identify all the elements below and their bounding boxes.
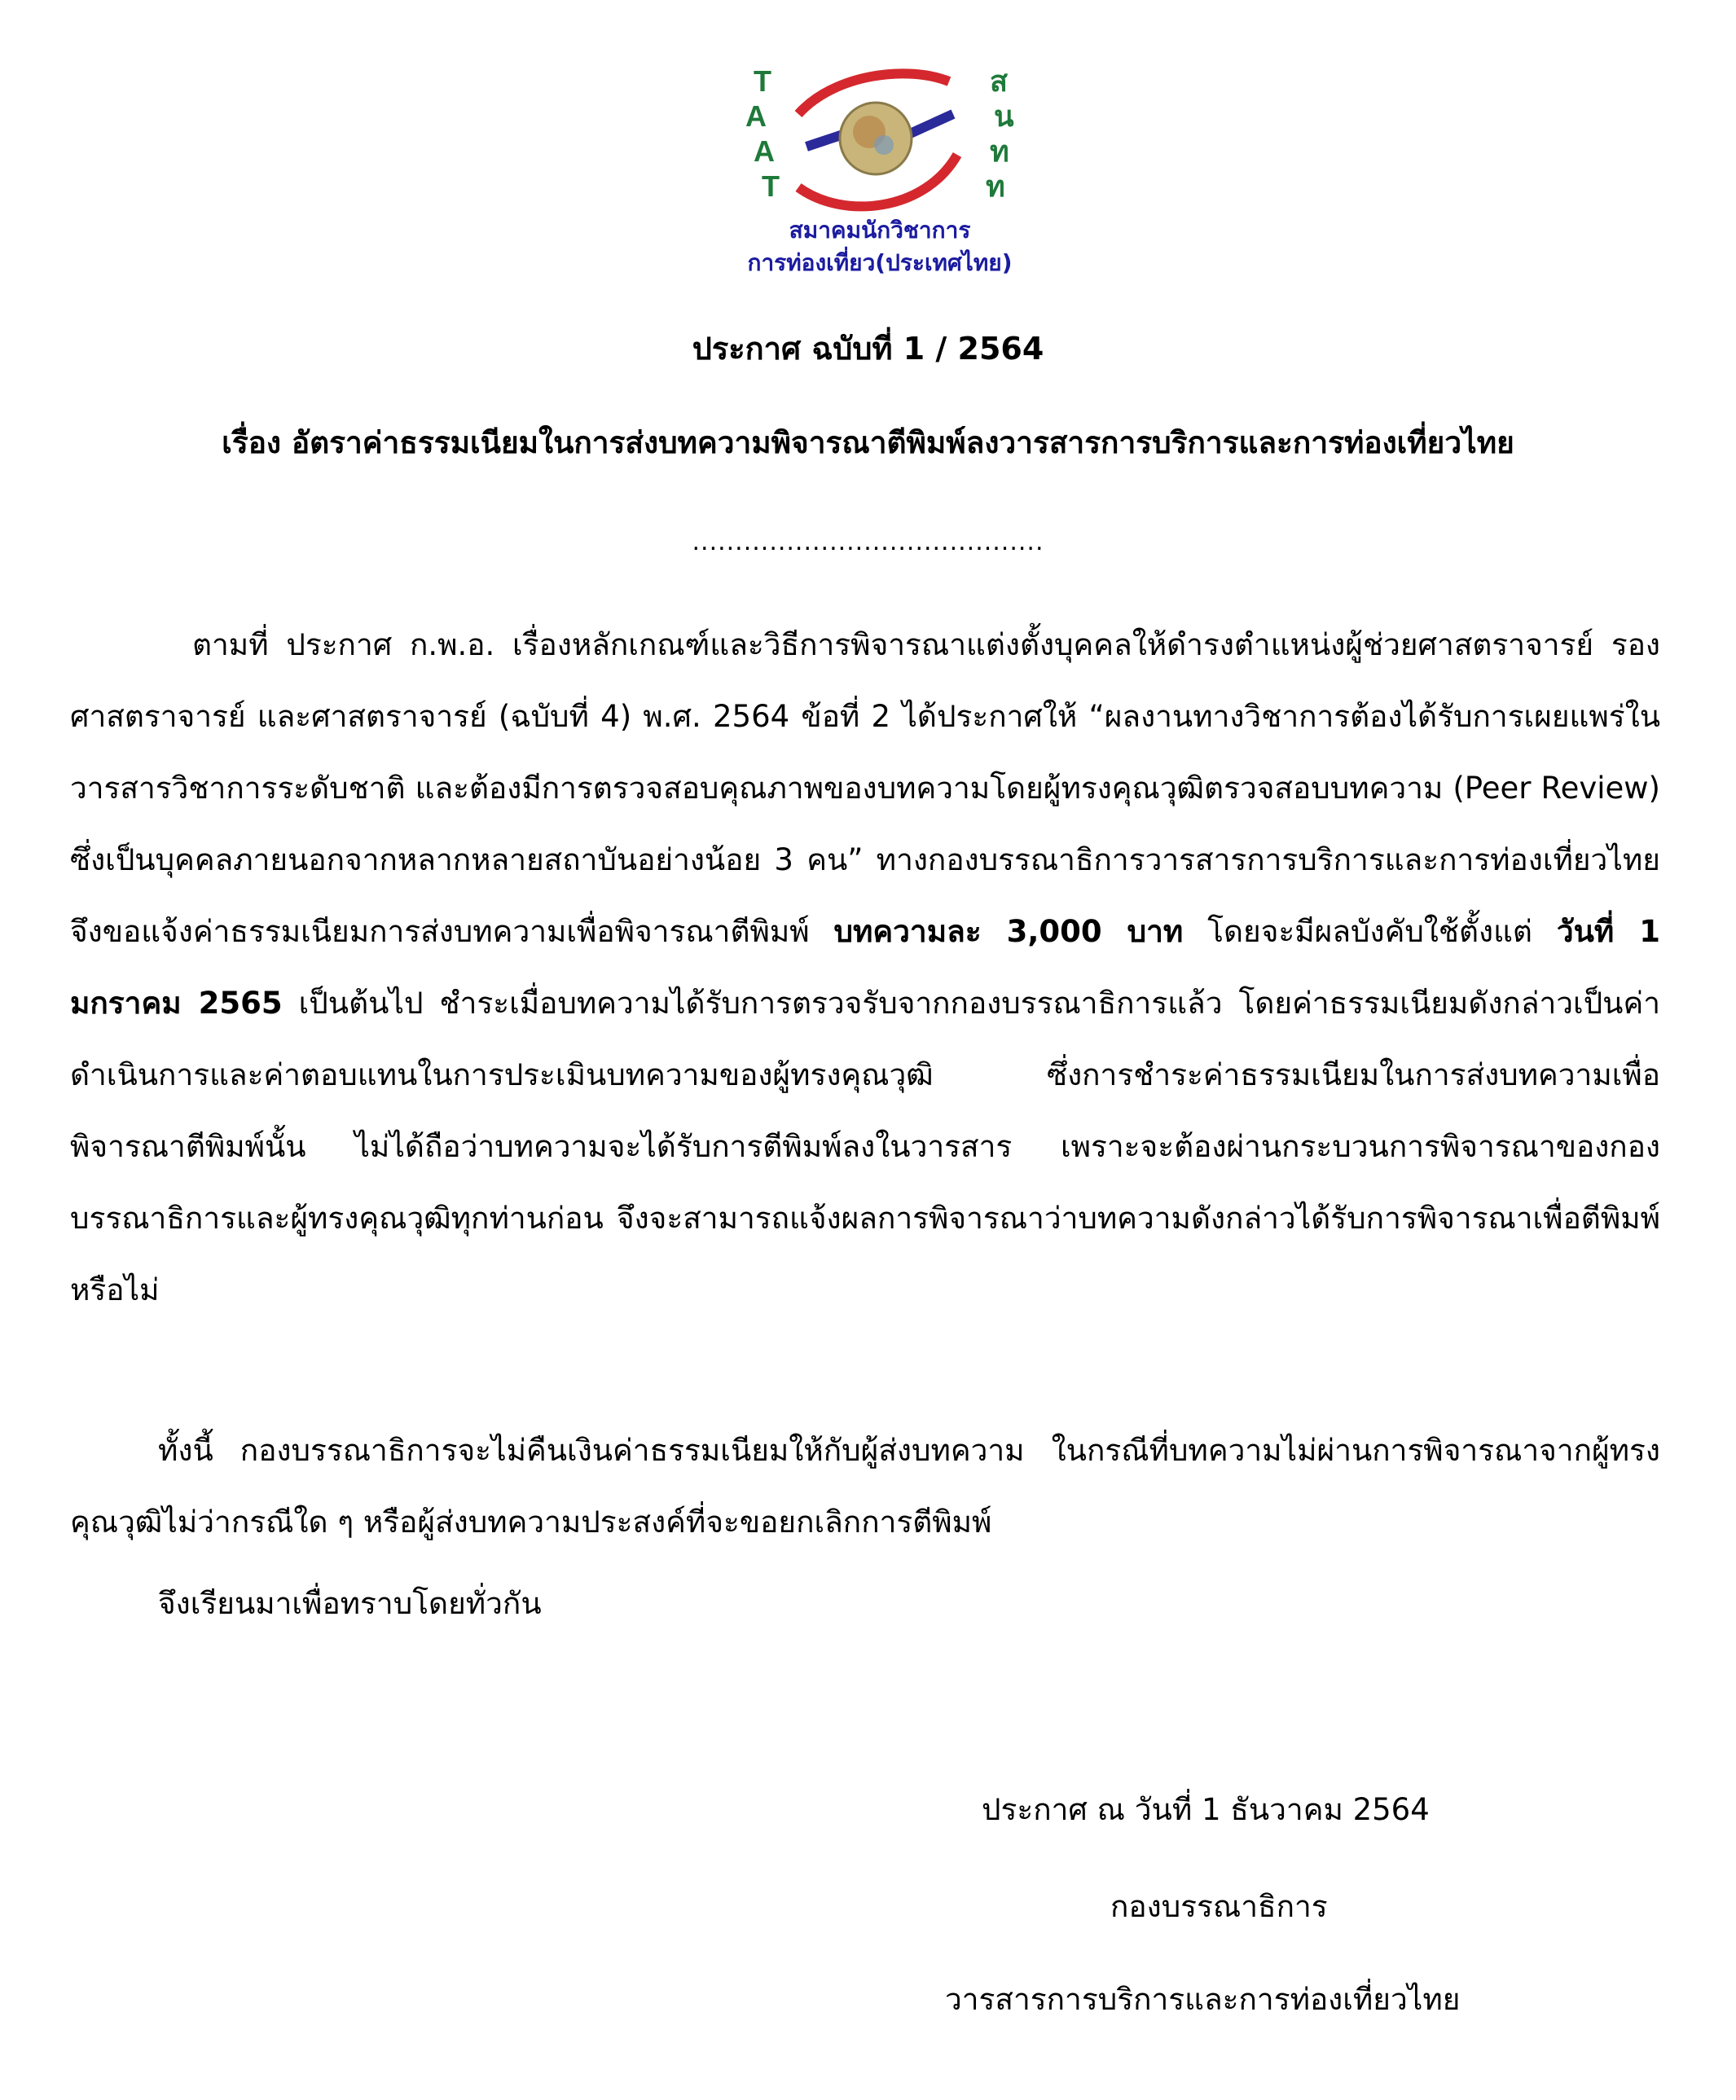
signature-journal: วารสารการบริการและการท่องเที่ยวไทย <box>945 1982 1461 2017</box>
logo-letter-right: ส <box>990 65 1008 99</box>
logo-letter-right: ท <box>990 135 1009 169</box>
association-logo <box>721 57 1039 285</box>
para1-text-b: โดยจะมีผลบังคับใช้ตั้งแต่ <box>1183 914 1557 949</box>
logo-letter-left: A <box>745 99 767 133</box>
logo-letter-right: ท <box>986 170 1005 204</box>
divider-dots: ......................................... <box>692 528 1044 556</box>
logo-letter-left: T <box>754 64 771 98</box>
paragraph-closing: จึงเรียนมาเพื่อทราบโดยทั่วกัน <box>158 1586 542 1621</box>
fee-amount: บทความละ 3,000 บาท <box>833 914 1184 949</box>
announcement-subject: เรื่อง อัตราค่าธรรมเนียมในการส่งบทความพิจารณาตีพิมพ์ลงวารสารการบริการและการท่องเที่ยวไทย <box>222 425 1514 460</box>
blue-stripe-left <box>806 134 843 147</box>
para1-text-a: ตามที่ ประกาศ ก.พ.อ. เรื่องหลักเกณฑ์และวิธีการพิจารณาแต่งตั้งบุคคลให้ดำรงตำแหน่งผู้ช่วยศาสตราจารย์ รองศาสตราจารย์ และศาสตราจารย์ (ฉบับที่ 4) พ.ศ. 2564 ข้อที่ 2 ได้ประกาศให้ “ผลงานทางวิชาการต้องได้รับการเผยแพร่ในวารสารวิชาการระดับชาติ และต้องมีการตรวจสอบคุณภาพของบทความโดยผู้ทรงคุณวุฒิตรวจสอบบทความ (Peer Review) ซึ่งเป็นบุคคลภายนอกจากหลากหลายสถาบันอย่างน้อย 3 คน” ทางกองบรรณาธิการวารสารการบริการและการท่องเที่ยวไทย จึงขอแจ้งค่าธรรมเนียมการส่งบทความเพื่อพิจารณาตีพิมพ์ <box>70 627 1660 949</box>
effective-date: วันที่ 1 มกราคม 2565 <box>70 914 1660 1021</box>
org-name-line1: สมาคมนักวิชาการ <box>789 217 971 244</box>
logo-letter-right: น <box>994 100 1014 134</box>
org-name-line2: การท่องเที่ยว(ประเทศไทย) <box>747 249 1013 276</box>
blue-stripe-right <box>908 114 953 134</box>
paragraph-refund: ทั้งนี้ กองบรรณาธิการจะไม่คืนเงินค่าธรรมเนียมให้กับผู้ส่งบทความ ในกรณีที่บทความไม่ผ่านการพิจารณาจากผู้ทรงคุณวุฒิไม่ว่ากรณีใด ๆ หรือผู้ส่งบทความประสงค์ที่จะขอยกเลิกการตีพิมพ์ <box>70 1433 1660 1540</box>
announcement-number: ประกาศ ฉบับที่ 1 / 2564 <box>692 331 1044 367</box>
signature-date: ประกาศ ณ วันที่ 1 ธันวาคม 2564 <box>982 1792 1430 1827</box>
signature-board: กองบรรณาธิการ <box>1110 1889 1328 1924</box>
paragraph-main <box>70 609 1660 1326</box>
logo-letter-left: A <box>754 134 775 168</box>
para1-text-c: เป็นต้นไป ชำระเมื่อบทความได้รับการตรวจรับจากกองบรรณาธิการแล้ว โดยค่าธรรมเนียมดังกล่าวเป็นค่าดำเนินการและค่าตอบแทนในการประเมินบทความของผู้ทรงคุณวุฒิ ซึ่งการชำระค่าธรรมเนียมในการส่งบทความเพื่อพิจารณาตีพิมพ์นั้น ไม่ได้ถือว่าบทความจะได้รับการตีพิมพ์ลงในวารสาร เพราะจะต้องผ่านกระบวนการพิจารณาของกองบรรณาธิการและผู้ทรงคุณวุฒิทุกท่านก่อน จึงจะสามารถแจ้งผลการพิจารณาว่าบทความดังกล่าวได้รับการพิจารณาเพื่อตีพิมพ์หรือไม่ <box>70 986 1660 1307</box>
logo-letter-left: T <box>762 169 780 203</box>
